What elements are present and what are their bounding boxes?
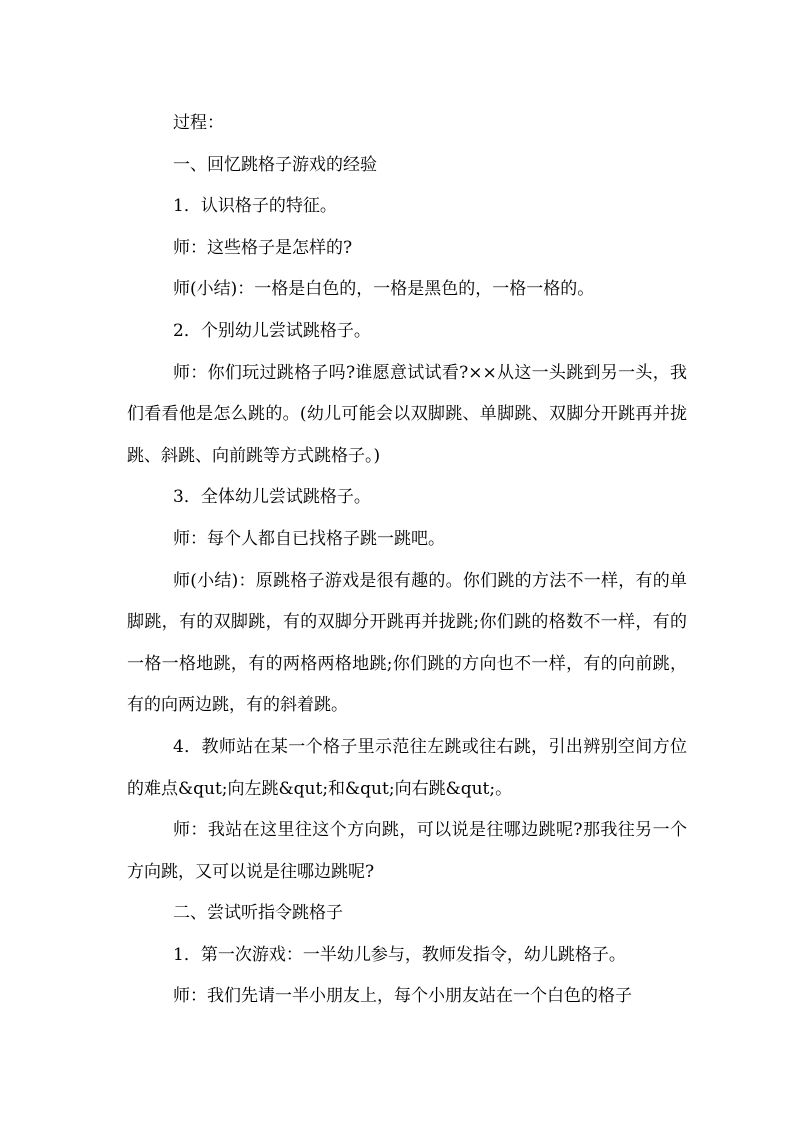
- paragraph-teacher-summary: 师(小结)：一格是白色的，一格是黑色的，一格一格的。: [173, 279, 595, 300]
- paragraph-teacher-direction: 师：我站在这里往这个方向跳，可以说是往哪边跳呢?那我往另一个方向跳，又可以说是往哪边跳呢?: [127, 820, 687, 882]
- paragraph-teacher-summary-2: 师(小结)：原跳格子游戏是很有趣的。你们跳的方法不一样，有的单脚跳，有的双脚跳，有的双脚分开跳再并拢跳;你们跳的格数不一样，有的一格一格地跳，有的两格两格地跳;你们跳的方向也不一样，有的向前跳，有的向两边跳，有的斜着跳。: [127, 570, 687, 716]
- paragraph-step-3: 3．全体幼儿尝试跳格子。: [173, 487, 371, 508]
- section-heading-1: 一、回忆跳格子游戏的经验: [173, 154, 377, 175]
- paragraph-game-1: 1．第一次游戏：一半幼儿参与，教师发指令，幼儿跳格子。: [173, 944, 626, 965]
- paragraph-teacher-half-group: 师：我们先请一半小朋友上，每个小朋友站在一个白色的格子: [173, 986, 632, 1007]
- paragraph-step-4: 4．教师站在某一个格子里示范往左跳或往右跳，引出辨别空间方位的难点&qut;向左跳&qut;和&qut;向右跳&qut;。: [127, 736, 687, 799]
- paragraph-step-1: 1．认识格子的特征。: [173, 196, 337, 217]
- section-heading-2: 二、尝试听指令跳格子: [173, 903, 343, 924]
- paragraph-step-2: 2．个别幼儿尝试跳格子。: [173, 320, 371, 341]
- paragraph-teacher-all-try: 师：每个人都自已找格子跳一跳吧。: [173, 528, 445, 549]
- paragraph-process-heading: 过程：: [173, 113, 224, 133]
- paragraph-teacher-question: 师：这些格子是怎样的?: [173, 237, 353, 258]
- paragraph-teacher-invite: 师：你们玩过跳格子吗?谁愿意试试看?××从这一头跳到另一头，我们看看他是怎么跳的。(幼儿可能会以双脚跳、单脚跳、双脚分开跳再并拢跳、斜跳、向前跳等方式跳格子。): [127, 362, 687, 466]
- document-body: [127, 103, 687, 1018]
